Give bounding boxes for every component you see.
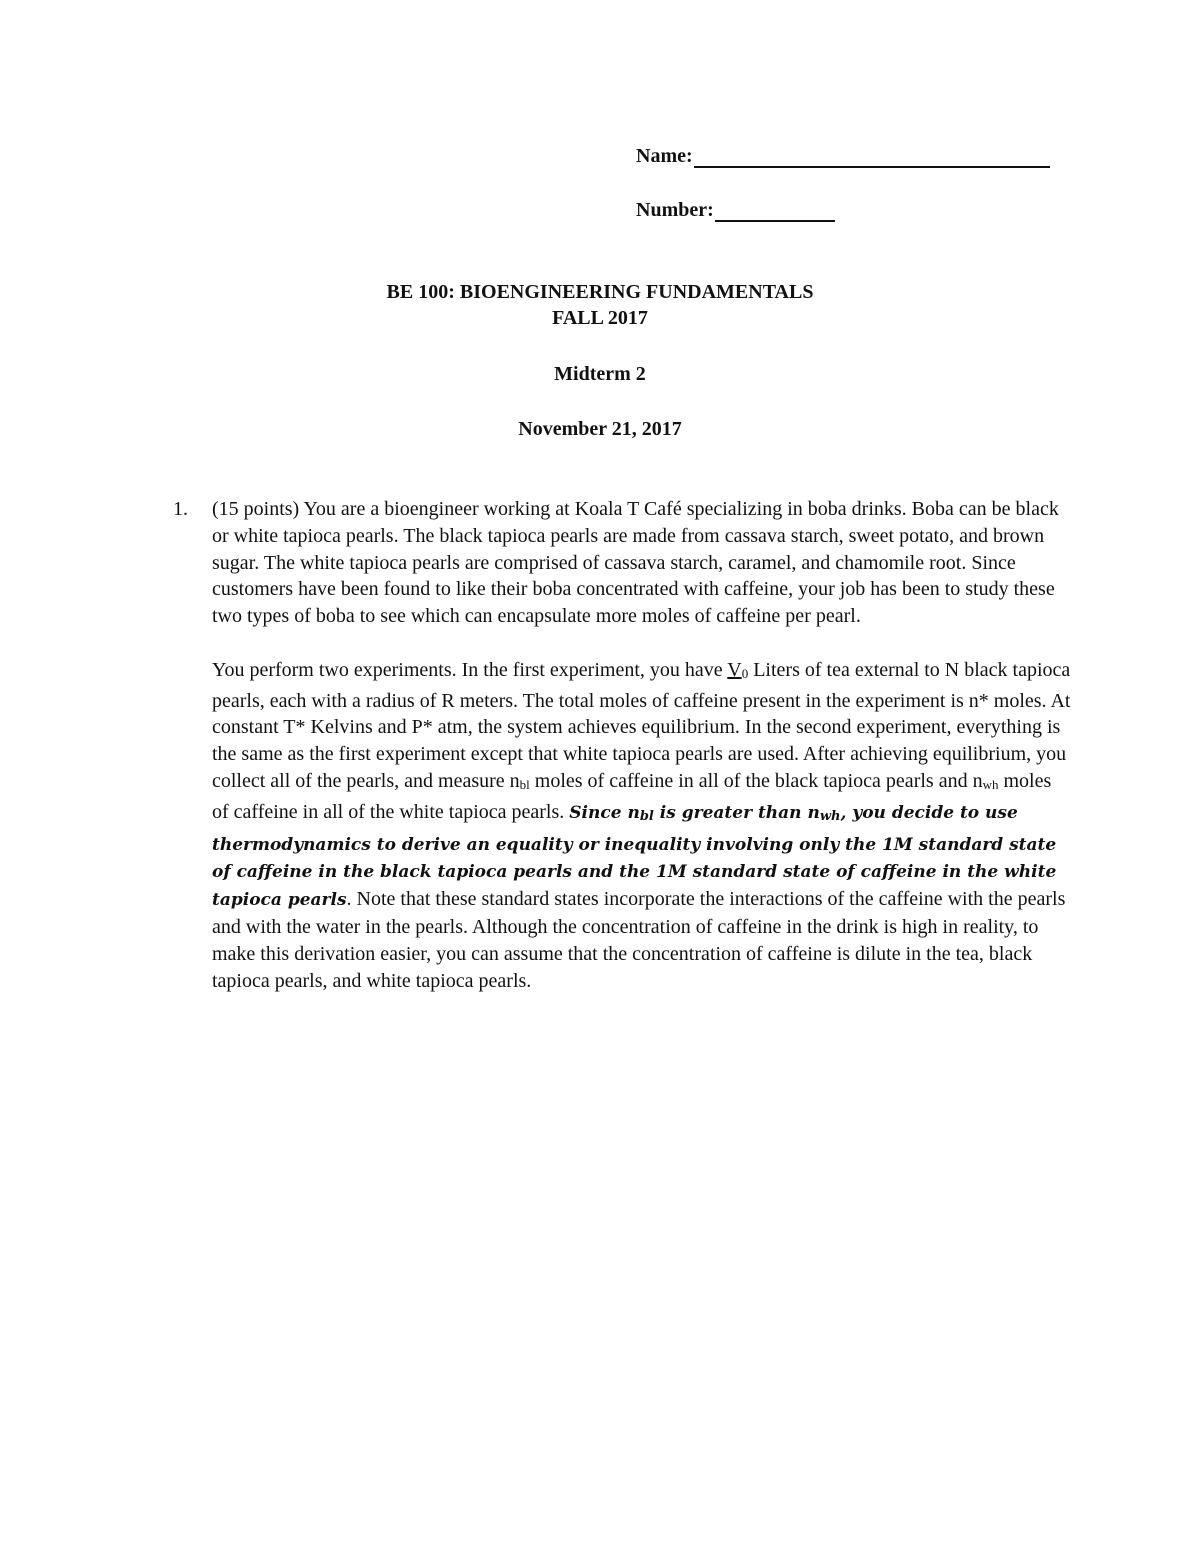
exam-title: Midterm 2	[554, 363, 646, 385]
p2-text-b: Liters of tea external to N black tapioca pearls, each with a radius of R meters. The total moles of caffeine present in the experiment is n* moles. At constant T* Kelvins and P* atm, the system achieves equilibrium. In the second experiment, everything is the same as the first experiment except that white tapioca pearls are used. After achieving equilibrium, you collect all of the pearls, and measure	[212, 658, 1071, 792]
name-field	[636, 145, 1050, 168]
question-intro-paragraph: (15 points) You are a bioengineer working at Koala T Café specializing in boba drinks. Boba can be black or white tapioca pearls. The black tapioca pearls are made from cassava starch, sweet potato, and brown sugar. The white tapioca pearls are comprised of cassava starch, caramel, and chamomile root. Since customers have been found to like their boba concentrated with caffeine, your job has been to study these two types of boba to see which can encapsulate more moles of caffeine per pearl.	[212, 498, 1059, 628]
name-blank-line	[694, 146, 1050, 168]
name-label: Name:	[636, 145, 693, 167]
volume-symbol: V0	[727, 658, 749, 681]
number-field	[636, 199, 835, 222]
number-blank-line	[715, 200, 835, 222]
question-body	[212, 496, 1072, 1021]
number-label: Number:	[636, 199, 714, 221]
exam-date: November 21, 2017	[518, 418, 682, 440]
n-wh-symbol: nwh	[972, 769, 999, 792]
p2-text-c: moles of caffeine in all of the black tapioca pearls and	[529, 769, 973, 792]
p2-text-a: You perform two experiments. In the first experiment, you have	[212, 658, 728, 681]
question-experiment-paragraph	[212, 657, 1072, 995]
n-bl-symbol: nbl	[509, 769, 530, 792]
course-title: BE 100: BIOENGINEERING FUNDAMENTALS	[386, 281, 814, 303]
p2-text-d: moles of caffeine in all of the white tapioca pearls.	[212, 769, 1052, 823]
term-title: FALL 2017	[552, 307, 648, 329]
question-number: 1.	[173, 498, 188, 520]
emphasized-task: Since nbl is greater than nwh, you decide to use thermodynamics to derive an equality or inequality involving only the 1M standard state of caffeine in the black tapioca pearls and the 1M standard state of caffeine in the white tapioca pearls	[212, 802, 1057, 911]
p2-text-e: . Note that these standard states incorporate the interactions of the caffeine with the pearls and with the water in the pearls. Although the concentration of caffeine in the drink is high in reality, to make this derivation easier, you can assume that the concentration of caffeine is dilute in the tea, black tapioca pearls, and white tapioca pearls.	[212, 888, 1066, 992]
